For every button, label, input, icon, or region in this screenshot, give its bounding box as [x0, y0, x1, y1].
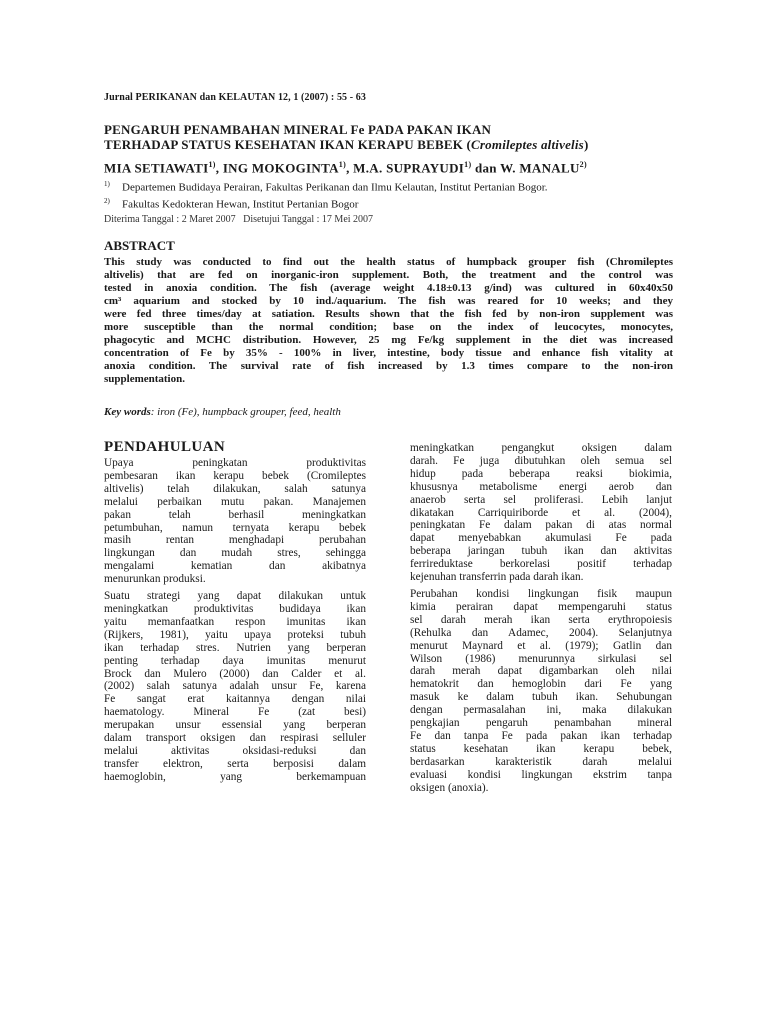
- affiliation-text: Fakultas Kedokteran Hewan, Institut Pertanian Bogor: [122, 198, 359, 211]
- author-name: MIA SETIAWATI: [104, 160, 209, 176]
- text-line: altivelis) telah dilakukan, salah satunya: [104, 482, 366, 495]
- text-line: menurut Maynard et al. (1979); Gatlin dan: [410, 639, 672, 652]
- text-line: ferrireduktase berkorelasi positif terhadap: [410, 558, 672, 571]
- text-line: penting terhadap daya imunitas menurut: [104, 654, 366, 667]
- abstract-line: tested in anoxia condition. The fish (average weight 4.18±0.13 g/ind) was cultured in 60x40x50: [104, 282, 673, 294]
- text-line: ikan terhadap stres. Nutrien yang berperan: [104, 641, 366, 654]
- author-affiliation-mark: 1): [208, 160, 216, 169]
- text-line: khususnya metabolisme energi aerob dan: [410, 480, 672, 493]
- section-heading-pendahuluan: PENDAHULUAN: [104, 439, 226, 455]
- author-list: [104, 160, 587, 176]
- title-line-1: PENGARUH PENAMBAHAN MINERAL Fe PADA PAKAN IKAN: [104, 122, 492, 137]
- keywords: [104, 406, 341, 418]
- text-line: kejenuhan transferrin pada darah ikan.: [410, 571, 584, 584]
- author-affiliation-mark: 1): [464, 160, 472, 169]
- affiliation-1: [104, 178, 548, 195]
- affiliations: [104, 178, 548, 211]
- right-column: [410, 442, 672, 798]
- affiliation-mark: 2): [104, 196, 110, 205]
- affiliation-text: Departemen Budidaya Perairan, Fakultas Perikanan dan Ilmu Kelautan, Institut Pertanian Bogor.: [122, 181, 548, 194]
- text-line: beberapa jaringan tubuh ikan dan aktivitas: [410, 545, 672, 558]
- author-affiliation-mark: 1): [338, 160, 347, 169]
- text-line: melalui perbaikan mutu pakan. Manajemen: [104, 495, 366, 508]
- title-line-2-text: TERHADAP STATUS KESEHATAN IKAN KERAPU BEBEK (: [104, 137, 472, 152]
- received-date: Diterima Tanggal : 2 Maret 2007: [104, 214, 236, 225]
- paragraph: [410, 588, 672, 795]
- text-line: dikatakan Carriquiriborde et al. (2004),: [410, 506, 672, 519]
- abstract-body: [104, 256, 673, 386]
- text-line: menurunkan produksi.: [104, 573, 206, 586]
- title-line-2-end: ): [583, 137, 589, 152]
- abstract-line: supplementation.: [104, 373, 185, 385]
- text-line: darah merah dapat digambarkan oleh nilai: [410, 665, 672, 678]
- text-line: kimia perairan dapat mempengaruhi status: [410, 600, 672, 613]
- text-line: Perubahan kondisi lingkungan fisik maupun: [410, 587, 672, 600]
- keywords-text: : iron (Fe), humpback grouper, feed, health: [150, 406, 341, 418]
- text-line: pakan telah berhasil meningkatkan: [104, 508, 366, 521]
- text-line: transfer elektron, serta berposisi dalam: [104, 757, 366, 770]
- text-line: (Rehulka dan Adamec, 2004). Selanjutnya: [410, 626, 672, 639]
- abstract-line: were fed three times/day at satiation. Results shown that the fish fed by non-iron supplement was: [104, 308, 673, 320]
- text-line: status kesehatan ikan kerapu bebek,: [410, 742, 672, 755]
- text-line: haematology. Mineral Fe (zat besi): [104, 706, 366, 719]
- keywords-label: Key words: [104, 406, 151, 418]
- author-name: , ING MOKOGINTA: [215, 160, 339, 176]
- text-line: dengan permasalahan ini, maka dilakukan: [410, 704, 672, 717]
- left-column: [104, 438, 366, 788]
- affiliation-2: [104, 195, 548, 212]
- text-line: darah. Fe juga dibutuhkan oleh semua sel: [410, 454, 672, 467]
- text-line: (2002) salah satunya adalah unsur Fe, karena: [104, 680, 366, 693]
- text-line: oksigen (anoxia).: [410, 781, 489, 794]
- text-line: hematokrit dan hemoglobin dari Fe yang: [410, 678, 672, 691]
- paragraph: [410, 442, 672, 584]
- text-line: berdasarkan karakteristik darah melalui: [410, 755, 672, 768]
- paper-title: [104, 122, 684, 152]
- affiliation-mark: 1): [104, 180, 110, 188]
- text-line: Suatu strategi yang dapat dilakukan untuk: [104, 590, 366, 603]
- author-affiliation-mark: 2): [579, 160, 587, 169]
- text-line: Wilson (1986) menurunnya sirkulasi sel: [410, 652, 672, 665]
- abstract-line: cm³ aquarium and stocked by 10 ind./aquarium. The fish was reared for 10 weeks; and they: [104, 295, 673, 307]
- author-name: , M.A. SUPRAYUDI: [346, 160, 465, 176]
- text-line: Upaya peningkatan produktivitas: [104, 457, 366, 469]
- abstract-line: phagocytic and MCHC distribution. However, 25 mg Fe/kg supplement in the diet was increased: [104, 334, 673, 346]
- text-line: peningkatan Fe dalam pakan di atas normal: [410, 519, 672, 532]
- text-line: lingkungan dan mudah stres, sehingga: [104, 547, 366, 560]
- text-line: masih rentan menghadapi perubahan: [104, 534, 366, 547]
- abstract-line: anoxia condition. The survival rate of fish increased by 1.3 times compare to the non-iron: [104, 360, 673, 372]
- text-line: masuk ke dalam tubuh ikan. Sehubungan: [410, 691, 672, 704]
- text-line: sel darah merah ikan serta erythropoiesis: [410, 613, 672, 626]
- text-line: meningkatkan produktivitas budidaya ikan: [104, 602, 366, 615]
- text-line: melalui aktivitas oksidasi-reduksi dan: [104, 744, 366, 757]
- accepted-date: Disetujui Tanggal : 17 Mei 2007: [243, 214, 374, 225]
- text-line: Fe sangat erat kaitannya dengan nilai: [104, 693, 366, 706]
- text-line: evaluasi kondisi lingkungan ekstrim tanpa: [410, 768, 672, 781]
- text-line: anaerob serta sel proliferasi. Lebih lanjut: [410, 493, 672, 506]
- text-line: meningkatkan pengangkut oksigen dalam: [410, 442, 672, 454]
- abstract-heading: ABSTRACT: [104, 238, 175, 253]
- text-line: yaitu memanfaatkan respon imunitas ikan: [104, 615, 366, 628]
- text-line: pembesaran ikan kerapu bebek (Cromileptes: [104, 469, 366, 482]
- text-line: Fe dan tanpa Fe pada pakan ikan terhadap: [410, 729, 672, 742]
- text-line: (Rijkers, 1981), yaitu upaya proteksi tubuh: [104, 628, 366, 641]
- text-line: haemoglobin, yang berkemampuan: [104, 770, 366, 783]
- abstract-line: concentration of Fe by 35% - 100% in liver, intestine, body tissue and enhance fish vitality at: [104, 347, 673, 359]
- text-line: mengalami kematian dan akibatnya: [104, 560, 366, 573]
- text-line: pengkajian pengaruh penambahan mineral: [410, 717, 672, 730]
- paragraph: [104, 457, 366, 586]
- text-line: merupakan unsur essensial yang berperan: [104, 719, 366, 732]
- abstract-line: This study was conducted to find out the health status of humpback grouper fish (Chromileptes: [104, 256, 673, 268]
- abstract-line: more susceptible than the normal condition; base on the index of leucocytes, monocytes,: [104, 321, 673, 333]
- text-line: dalam transport oksigen dan respirasi selluler: [104, 732, 366, 745]
- journal-citation: Jurnal PERIKANAN dan KELAUTAN 12, 1 (2007) : 55 - 63: [104, 92, 366, 103]
- title-line-2: [104, 137, 684, 152]
- text-line: dapat menyebabkan akumulasi Fe pada: [410, 532, 672, 545]
- paragraph: [104, 590, 366, 784]
- abstract-line: altivelis) that are fed on inorganic-iron supplement. Both, the treatment and the control was: [104, 269, 673, 281]
- text-line: hidup pada beberapa reaksi biokimia,: [410, 467, 672, 480]
- text-line: Brock dan Mulero (2000) dan Calder et al.: [104, 667, 366, 680]
- author-name: dan W. MANALU: [471, 160, 580, 176]
- title-species: Cromileptes altivelis: [471, 137, 584, 152]
- text-line: petumbuhan, namun ternyata kerapu bebek: [104, 521, 366, 534]
- submission-dates: [104, 214, 373, 225]
